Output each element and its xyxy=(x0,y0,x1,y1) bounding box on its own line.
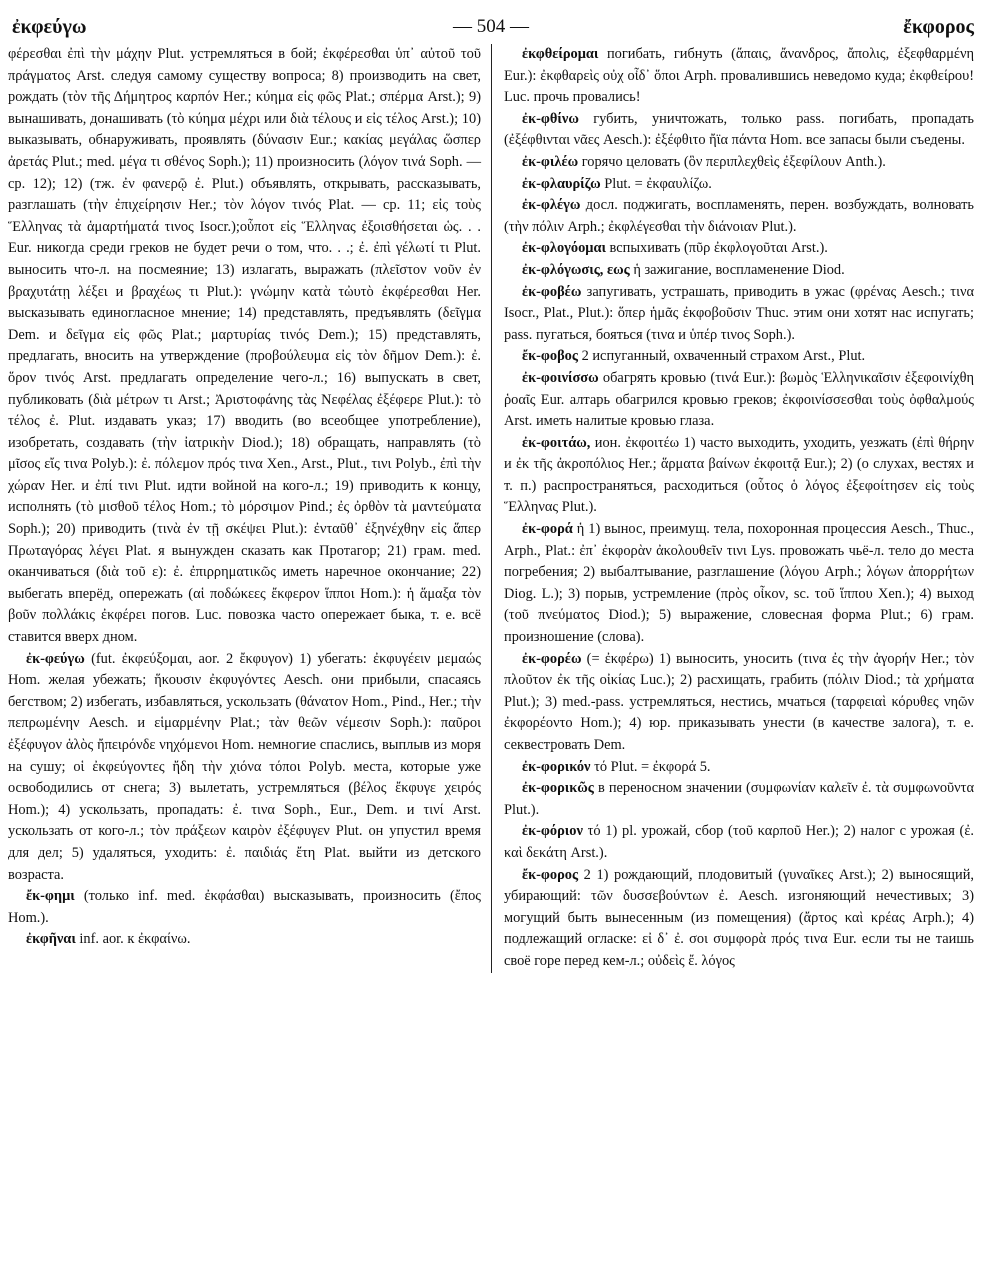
entry-headword: ἐκ-φόριον xyxy=(522,823,583,840)
dictionary-entry xyxy=(504,519,974,649)
entry-text: Plut. = ἐκφαυλίζω. xyxy=(600,175,712,192)
dictionary-entry xyxy=(504,109,974,152)
entry-text: (только inf. med. ἐκφάσθαι) высказывать, произносить (ἔπος Hom.). xyxy=(8,888,481,926)
dictionary-entry xyxy=(504,821,974,864)
entry-text: губить, уничтожать, только pass. погибать, пропадать (ἐξέφθινται νᾶες Aesch.): ἐξέφθιτο ἤϊα πάντα Hom. все запасы были съедены. xyxy=(504,110,974,149)
entry-text: ἡ 1) вынос, преимущ. тела, похоронная процессия Aesch., Thuc., Arph., Plat.: ἐπ᾽ ἐκφορὰν ἀκολουθεῖν τινι Lys. провожать чьё-л. тело до места погребения; 2) выбалтывание, разглашение (λόγου Arph.; λόγων ἀπορρήτων Diog. L.); 3) порыв, устремление (πρὸς οἶκον, sc. τοῦ ἵππου Xen.); 4) выход (τοῦ πνεύματος Diod.); 5) выражение, словесная форма Plut.; 6) грам. произношение (слова). xyxy=(504,521,974,646)
entry-headword: ἐκ-φορικόν xyxy=(522,758,591,775)
dictionary-entry xyxy=(504,260,974,282)
entry-headword: ἐκ-φλέγω xyxy=(522,197,581,214)
text-columns xyxy=(8,44,974,973)
entry-headword: ἔκ-φορος xyxy=(522,866,579,883)
entry-text: погибать, гибнуть (ἄπαις, ἄνανδρος, ἄπολις, ἐξεφθαρμένη Eur.): ἐκφθαρεὶς οὐχ οἶδ᾽ ὅποι Arph. провалившись неведомо куда; ἐκφθείρου! Luc. прочь провались! xyxy=(504,46,974,106)
dictionary-entry xyxy=(504,44,974,109)
entry-headword: ἐκ-φορά xyxy=(522,521,573,538)
entry-text: φέρεσθαι ἐπὶ τὴν μάχην Plut. устремляться в бой; ἐκφέρεσθαι ὑπ᾽ αὐτοῦ τοῦ πράγματος Arst. следуя самому существу вопроса; 8) производить на свет, рождать (τὸν τῆς Δήμητρος καρπόν Her.; κύημα εἰς φῶς Plat.; σπέρμα Arst.); 9) вынашивать, донашивать (τὸ κύημα μέχρι или διὰ τέλους и εἰς τέλος Arst.); 10) выказывать, обнаруживать, проявлять (δύνασιν Eur.; κακίας μεγάλας ὥσπερ ἀρετάς Plut.; med. μέγα τι σθένος Soph.); 11) произносить (λόγον τινά Soph. — ср. 12); 12) (тж. ἐν φανερῷ ἐ. Plut.) объявлять, открывать, рассказывать, разглашать (τὴν ἐπιχείρησιν Her.; τὸν λόγον τινός Plat. — ср. 11; εἰς τοὺς Ἕλληνας τὰ ἁμαρτήματά τινος Isocr.);οὗποτ εἰς Ἕλληνας ἐξοισθήσεται ὡς. . . Eur. никогда среди греков не будет речи о том, что. . .; ἐ. ἐπὶ γέλωτί τι Plut. выносить что-л. на посмеяние; 13) излагать, выражать (πλεῖστον νοῦν ἐν βραχυτάτῃ λέξει и βραχέως τι Plut.): γνώμην κατὰ τὠυτὸ ἐκφέρεσθαι Her. высказывать единогласное мнение; 14) представлять, предъявлять (δεῖγμα Dem. и δεῖγμα εἰς φῶς Plat.; μαρτυρίας τινός Dem.); 15) представлять, предлагать, вносить на утверждение (προβούλευμα εἰς τὸν δῆμον Dem.): ἐ. ὅρον τινός Arst. предлагать определение чего-л.; 16) выпускать в свет, публиковать (διὰ μέτρων τι Arst.; Ἀριστοφάνης τὰς Νεφέλας ἐξέφερε Plut.): τὸ τέλος ἐ. Plut. издавать указ; 17) вводить (во всеобщее употребление), изобретать, создавать (τὴν ἰατρικὴν Diod.); 18) обращать, направлять (τὸ μῖσος εἴς τινα Polyb.): ἐ. πόλεμον πρός τινα Xen., Arst., Plut., τινι Polyb., ἐπὶ τὴν χώραν Her. и ἐπί τινι Plut. идти войной на кого-л.; 19) приводить к концу, исполнять (τὸ μισθοῦ τέλος Hom.; τὸ μόρσιμον Pind.; ἐς ὀρθὸν τὰ μαντεύματα Soph.); 20) приводить (τινὰ ἐν τῇ σκέψει Plut.): ἐνταῦθ᾽ ἐξηνέχθην εἰς ἅπερ Πρωταγόρας λέγει Plat. я вынужден сказать как Протагор; 21) грам. med. оканчиваться (διὰ τοῦ ε): ἐ. ἐπιρρηματικῶς иметь наречное окончание; 22) выбегать вперёд, опережать (αἱ ποδώκεες ἔκφερον ἵπποι Hom.): ἡ ἅμαξα τὸν βοῦν πολλάκις ἐκφέρει погов. Luc. повозка часто опережает быка, т. е. всё ставится вверх дном. xyxy=(8,46,481,646)
dictionary-entry xyxy=(504,174,974,196)
entry-headword: ἐκ-φλόγωσις, εως xyxy=(522,261,630,278)
left-column xyxy=(8,44,491,973)
entry-headword: ἐκ-φεύγω xyxy=(26,650,85,667)
dictionary-entry xyxy=(8,44,481,649)
entry-text: (= ἐκφέρω) 1) выносить, уносить (τινα ἐς τὴν ἀγορήν Her.; τὸν πλοῦτον ἐκ τῆς οἰκίας Luc.); 2) расхищать, грабить (πόλιν Diod.; τὰ χρήματα Plut.); 3) med.-pass. устремляться, нестись, мчаться (ταρφειαὶ κόρυθες νηῶν ἐκφορέοντο Hom.); 4) юр. приказывать унести (в качестве залога), т. е. секвестровать Dem. xyxy=(504,650,974,753)
dictionary-entry xyxy=(8,929,481,951)
dictionary-entry xyxy=(8,649,481,887)
entry-text: 2 испуганный, охваченный страхом Arst., Plut. xyxy=(577,348,866,365)
entry-text: (fut. ἐκφεύξομαι, aor. 2 ἔκφυγον) 1) убегать: ἐκφυγέειν μεμαώς Hom. желая убежать; ἥκουσιν ἐκφυγόντες Aesch. они прибыли, спасаясь бегством; 2) избегать, избавляться, ускользать (θάνατον Hom., Pind., Her.; τὴν πεπρωμένην Aesch. и εἱμαρμένην Plat.; τὰν θεῶν νέμεσιν Soph.): παῦροι ἐξέφυγον ἁλὸς ἤπειρόνδε νηχόμενοι Hom. немногие спаслись, выплыв из моря на сушу; οἱ ἐκφεύγοντες ἤδη τὴν χιόνα τόποι Polyb. места, которые уже освободились от снега; 3) вылетать, устремляться (βέλος ἔκφυγε χειρός Hom.); 4) ускользать, пропадать: ἐ. τινα Soph., Eur., Dem. и τινί Arst. ускользать от кого-л.; τὸν πράξεων καιρὸν ἐξέφυγεν Plut. он упустил время для дел; 5) удаляться, уходить: ἐ. παιδιάς ἔτη Plat. выйти из детского возраста. xyxy=(8,650,481,883)
entry-headword: ἐκφθείρομαι xyxy=(522,46,599,62)
page-header xyxy=(8,10,974,40)
entry-text: inf. aor. к ἐκφαίνω. xyxy=(75,931,191,948)
entry-headword: ἐκ-φοβέω xyxy=(522,283,582,300)
header-last-headword: ἔκφορος xyxy=(903,16,974,38)
dictionary-entry xyxy=(504,238,974,260)
dictionary-entry xyxy=(504,368,974,433)
dictionary-entry xyxy=(504,152,974,174)
entry-text: τό 1) pl. урожай, сбор (τοῦ καρποῦ Her.); 2) налог с урожая (ἐ. καὶ δεκάτη Arst.). xyxy=(504,823,974,861)
entry-text: горячо целовать (ὃν περιπλεχθεὶς ἐξεφίλουν Anth.). xyxy=(578,153,886,170)
header-first-headword: ἐκφεύγω xyxy=(12,16,87,38)
entry-headword: ἐκ-φθίνω xyxy=(522,110,579,127)
entry-headword: ἐκ-φοιτάω, xyxy=(522,434,591,451)
entry-headword: ἐκ-φορικῶς xyxy=(522,780,594,797)
entry-text: досл. поджигать, воспламенять, перен. возбуждать, волновать (τὴν πόλιν Arph.; ἐκφλέγεσθαι τὴν διάνοιαν Plut.). xyxy=(504,197,974,235)
dictionary-entry xyxy=(504,195,974,238)
entry-headword: ἐκ-φλογόομαι xyxy=(522,240,606,257)
entry-text: 2 1) рождающий, плодовитый (γυναῖκες Arst.); 2) выносящий, убирающий: τῶν δυσσεβούντων ἐ. Aesch. изгоняющий нечестивых; 3) могущий быть вынесенным (из помещения) (ἄρτος καὶ κρέας Arph.); 4) подлежащий огласке: εἰ δ᾽ ἐ. σοι συμφορὰ πρός τινα Eur. если ты не таишь своё горе перед кем-л.; οὐδεὶς ἔ. λόγος xyxy=(504,866,974,969)
dictionary-entry xyxy=(504,757,974,779)
page-number: — 504 — xyxy=(453,16,529,37)
entry-text: запугивать, устрашать, приводить в ужас (φρένας Aesch.; τινα Isocr., Plat., Plut.): ὅπερ ἡμᾶς ἐκφοβοῦσιν Thuc. этим они хотят нас испугать; pass. пугаться, бояться (τινα и ὑπέρ τινος Soph.). xyxy=(504,283,974,343)
entry-headword: ἐκ-φλαυρίζω xyxy=(522,175,601,192)
entry-text: обагрять кровью (τινά Eur.): βωμὸς Ἑλληνικαῖσιν ἐξεφοινίχθη ῥοαῖς Eur. алтарь обагрился кровью греков; ἐκφοινίσσεσθαι τοὺς ὀφθαλμούς Arst. иметь налитые кровью глаза. xyxy=(504,369,974,430)
entry-text: вспыхивать (πῦρ ἐκφλογοῦται Arst.). xyxy=(605,240,828,257)
dictionary-entry xyxy=(8,886,481,929)
entry-text: в переносном значении (συμφωνίαν καλεῖν ἐ. τὰ συμφωνοῦντα Plut.). xyxy=(504,780,974,818)
dictionary-entry xyxy=(504,778,974,821)
entry-text: ἡ зажигание, воспламенение Diod. xyxy=(629,261,845,278)
dictionary-entry xyxy=(504,649,974,757)
entry-headword: ἐκφῆναι xyxy=(26,931,76,948)
entry-headword: ἔκ-φημι xyxy=(26,888,75,905)
entry-text: τό Plut. = ἐκφορά 5. xyxy=(590,758,711,775)
dictionary-entry xyxy=(504,282,974,347)
dictionary-entry xyxy=(504,865,974,973)
entry-headword: ἔκ-φοβος xyxy=(522,348,578,365)
dictionary-entry xyxy=(504,346,974,368)
entry-headword: ἐκ-φοινίσσω xyxy=(522,369,599,386)
entry-headword: ἐκ-φορέω xyxy=(522,650,582,667)
entry-headword: ἐκ-φιλέω xyxy=(522,153,579,170)
entry-text: ион. ἐκφοιτέω 1) часто выходить, уходить, уезжать (ἐπὶ θήρην и ἐκ τῆς ἀκροπόλιος Her.; ἅρματα βαίνων ἐκφοιτᾷ Eur.); 2) (о слухах, вестях и т. п.) распространяться, расходиться (οὗτος ὁ λόγος ἐξεφοίτησεν εἰς τοὺς Ἕλληνας Plut.). xyxy=(504,434,974,516)
dictionary-entry xyxy=(504,433,974,519)
right-column xyxy=(491,44,974,973)
